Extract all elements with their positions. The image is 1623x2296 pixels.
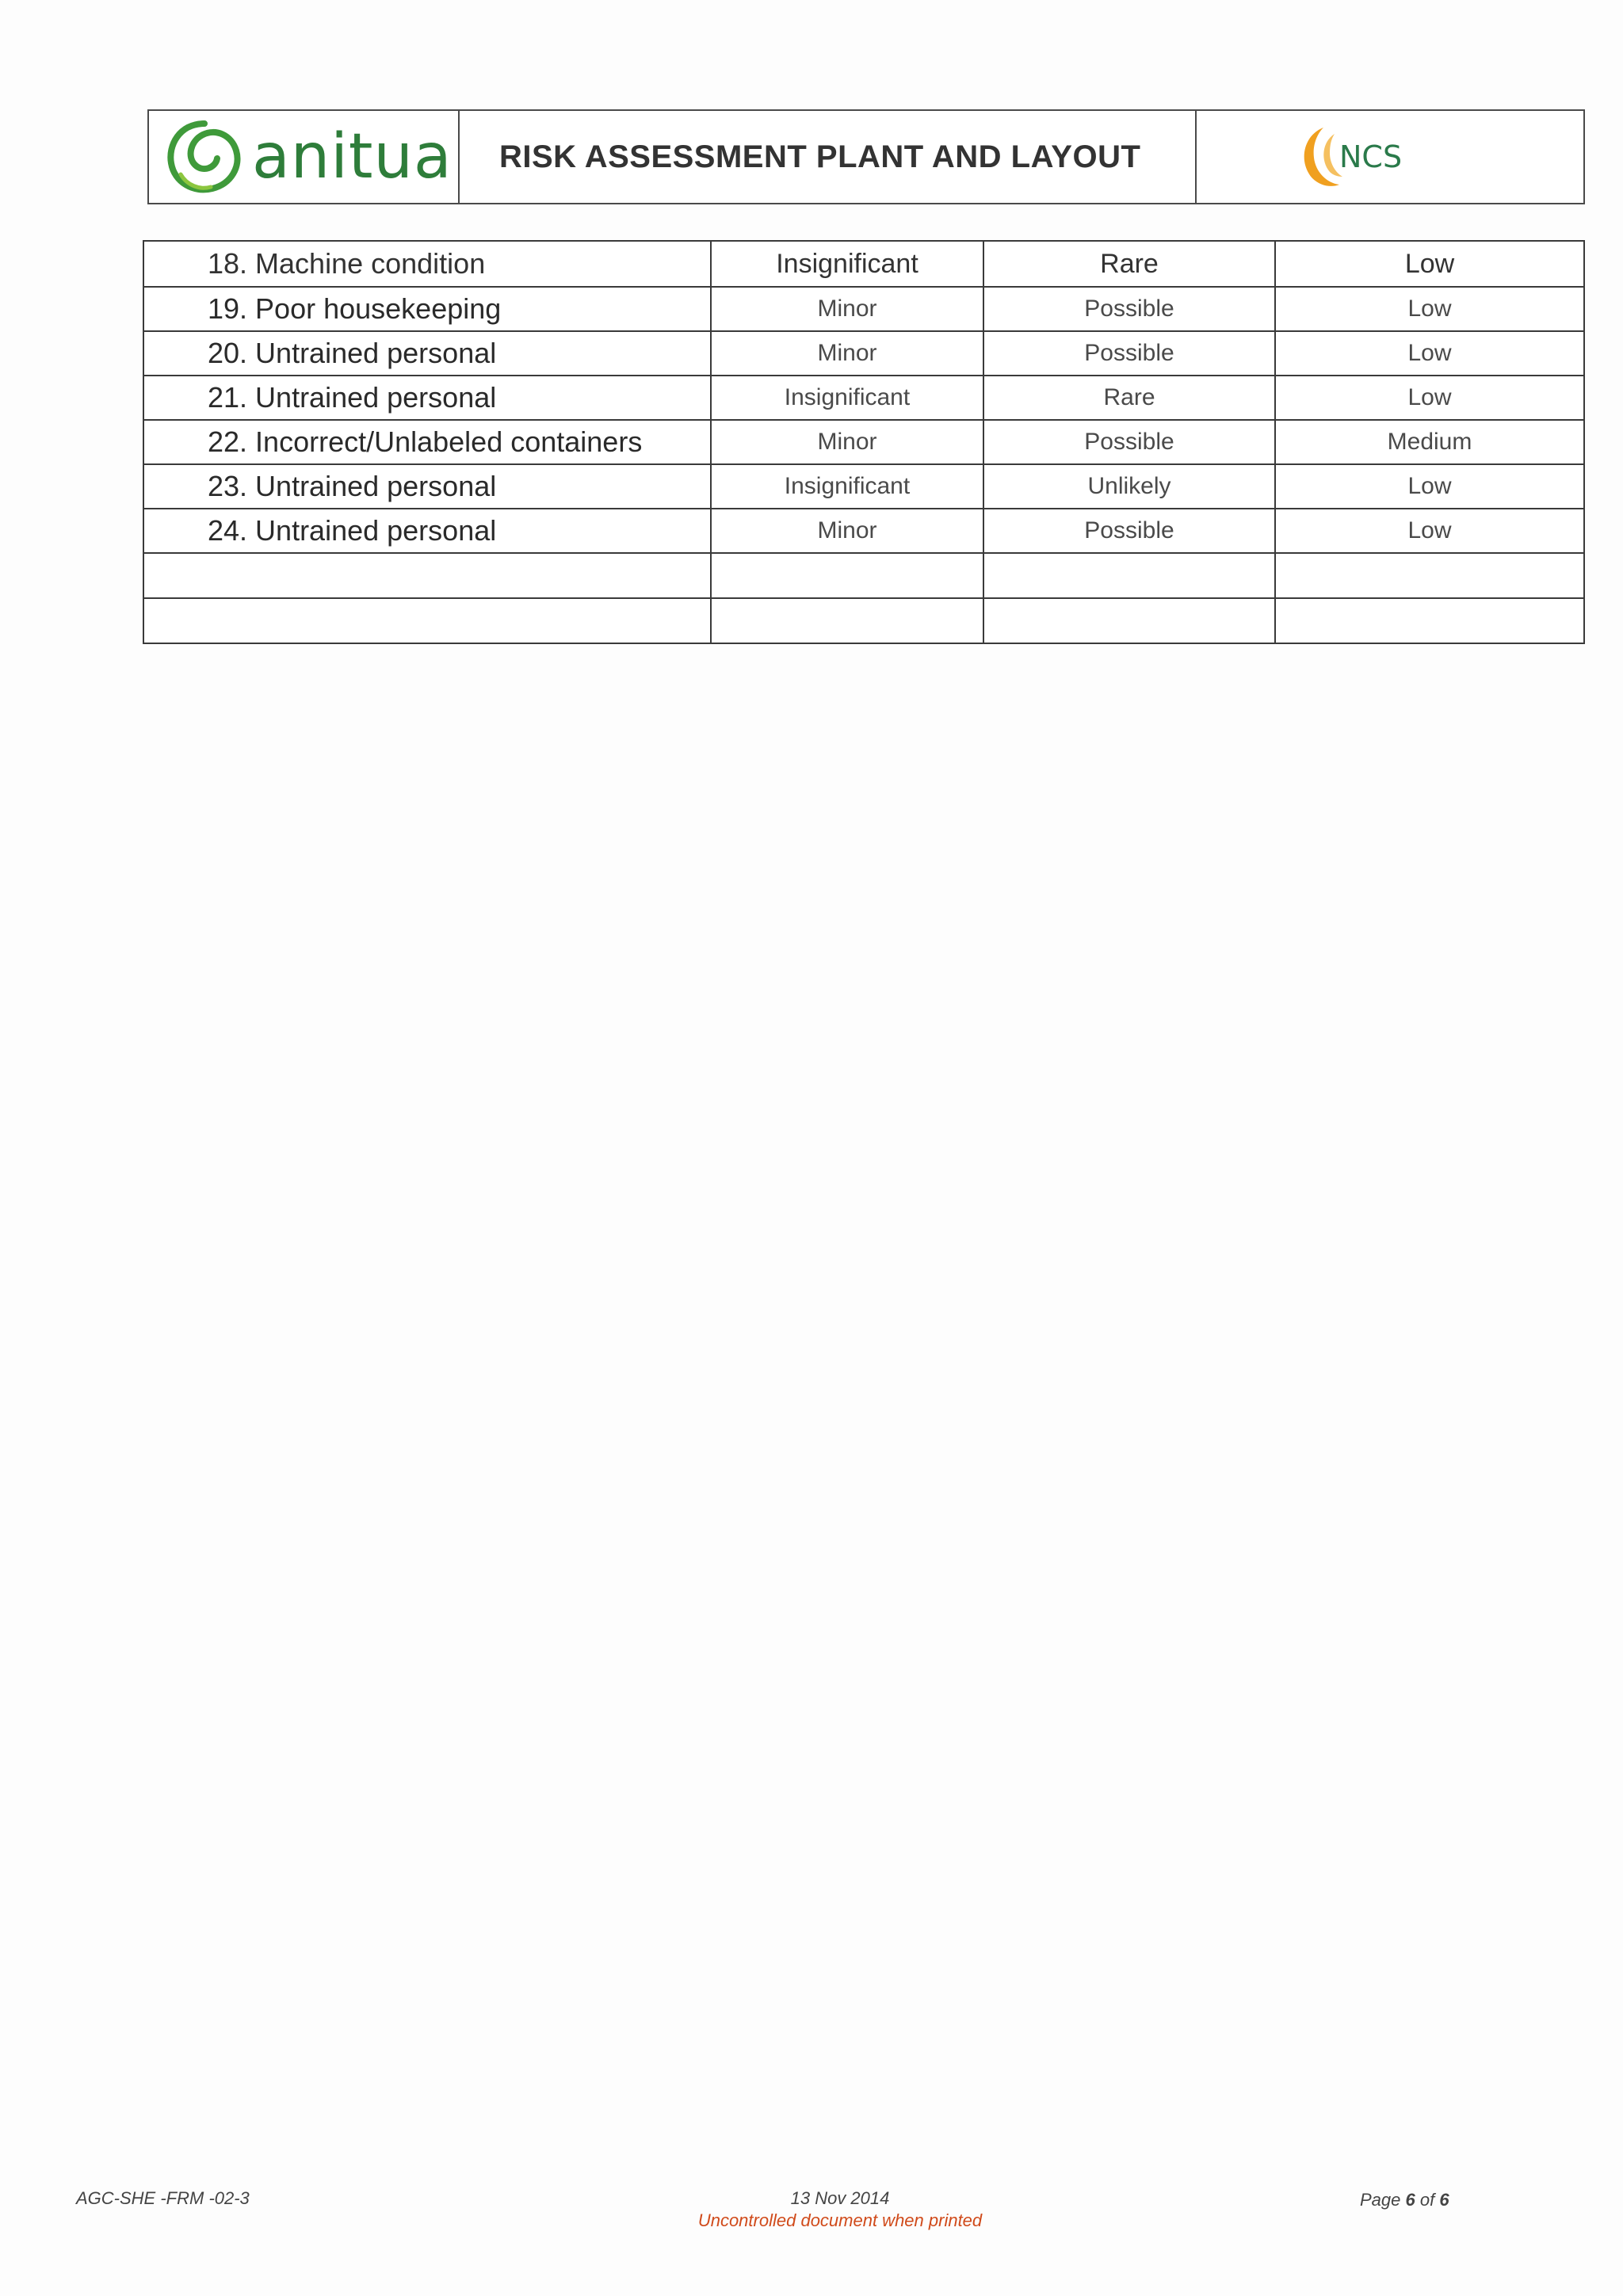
empty-cell bbox=[143, 598, 711, 643]
consequence-cell: Insignificant bbox=[711, 464, 983, 509]
page-prefix: Page bbox=[1360, 2190, 1406, 2210]
empty-cell bbox=[1275, 598, 1584, 643]
risk-level-cell: Medium bbox=[1275, 420, 1584, 464]
empty-cell bbox=[983, 598, 1275, 643]
header-ncs-cell bbox=[1197, 111, 1583, 203]
likelihood-cell: Rare bbox=[983, 241, 1275, 287]
consequence-cell: Minor bbox=[711, 420, 983, 464]
likelihood-cell: Possible bbox=[983, 331, 1275, 376]
ncs-logo-text: NCS bbox=[1339, 139, 1403, 174]
likelihood-cell: Possible bbox=[983, 420, 1275, 464]
consequence-cell: Minor bbox=[711, 287, 983, 331]
hazard-cell: 22. Incorrect/Unlabeled containers bbox=[143, 420, 711, 464]
empty-cell bbox=[711, 598, 983, 643]
page-total: 6 bbox=[1439, 2190, 1449, 2210]
anitua-swirl-icon bbox=[163, 117, 246, 196]
hazard-cell: 19. Poor housekeeping bbox=[143, 287, 711, 331]
table-row bbox=[143, 509, 1584, 553]
uncontrolled-notice: Uncontrolled document when printed bbox=[697, 2210, 983, 2230]
table-row bbox=[143, 331, 1584, 376]
empty-cell bbox=[1275, 553, 1584, 598]
consequence-cell: Insignificant bbox=[711, 241, 983, 287]
likelihood-cell: Possible bbox=[983, 287, 1275, 331]
table-row bbox=[143, 241, 1584, 287]
likelihood-cell: Rare bbox=[983, 376, 1275, 420]
risk-level-cell: Low bbox=[1275, 331, 1584, 376]
document-header bbox=[147, 109, 1585, 204]
hazard-cell: 18. Machine condition bbox=[143, 241, 711, 287]
anitua-logo bbox=[163, 117, 453, 196]
risk-level-cell: Low bbox=[1275, 464, 1584, 509]
hazard-cell: 23. Untrained personal bbox=[143, 464, 711, 509]
empty-cell bbox=[143, 553, 711, 598]
table-row bbox=[143, 287, 1584, 331]
likelihood-cell: Possible bbox=[983, 509, 1275, 553]
hazard-cell: 20. Untrained personal bbox=[143, 331, 711, 376]
hazard-cell: 24. Untrained personal bbox=[143, 509, 711, 553]
table-row bbox=[143, 420, 1584, 464]
empty-table-row bbox=[143, 553, 1584, 598]
risk-table bbox=[143, 240, 1585, 644]
document-code: AGC-SHE -FRM -02-3 bbox=[76, 2188, 250, 2208]
table-row bbox=[143, 464, 1584, 509]
empty-table-row bbox=[143, 598, 1584, 643]
empty-cell bbox=[983, 553, 1275, 598]
page-of: of bbox=[1415, 2190, 1440, 2210]
anitua-logo-text: anitua bbox=[252, 121, 453, 193]
risk-level-cell: Low bbox=[1275, 509, 1584, 553]
document-date: 13 Nov 2014 bbox=[790, 2188, 890, 2208]
empty-cell bbox=[711, 553, 983, 598]
table-row bbox=[143, 376, 1584, 420]
page-number bbox=[1360, 2190, 1449, 2210]
consequence-cell: Insignificant bbox=[711, 376, 983, 420]
risk-level-cell: Low bbox=[1275, 241, 1584, 287]
hazard-cell: 21. Untrained personal bbox=[143, 376, 711, 420]
consequence-cell: Minor bbox=[711, 331, 983, 376]
header-logo-cell bbox=[149, 111, 460, 203]
likelihood-cell: Unlikely bbox=[983, 464, 1275, 509]
header-title-cell bbox=[460, 111, 1197, 203]
consequence-cell: Minor bbox=[711, 509, 983, 553]
page-current: 6 bbox=[1405, 2190, 1415, 2210]
document-title: RISK ASSESSMENT PLANT AND LAYOUT bbox=[499, 139, 1141, 174]
risk-level-cell: Low bbox=[1275, 287, 1584, 331]
risk-level-cell: Low bbox=[1275, 376, 1584, 420]
